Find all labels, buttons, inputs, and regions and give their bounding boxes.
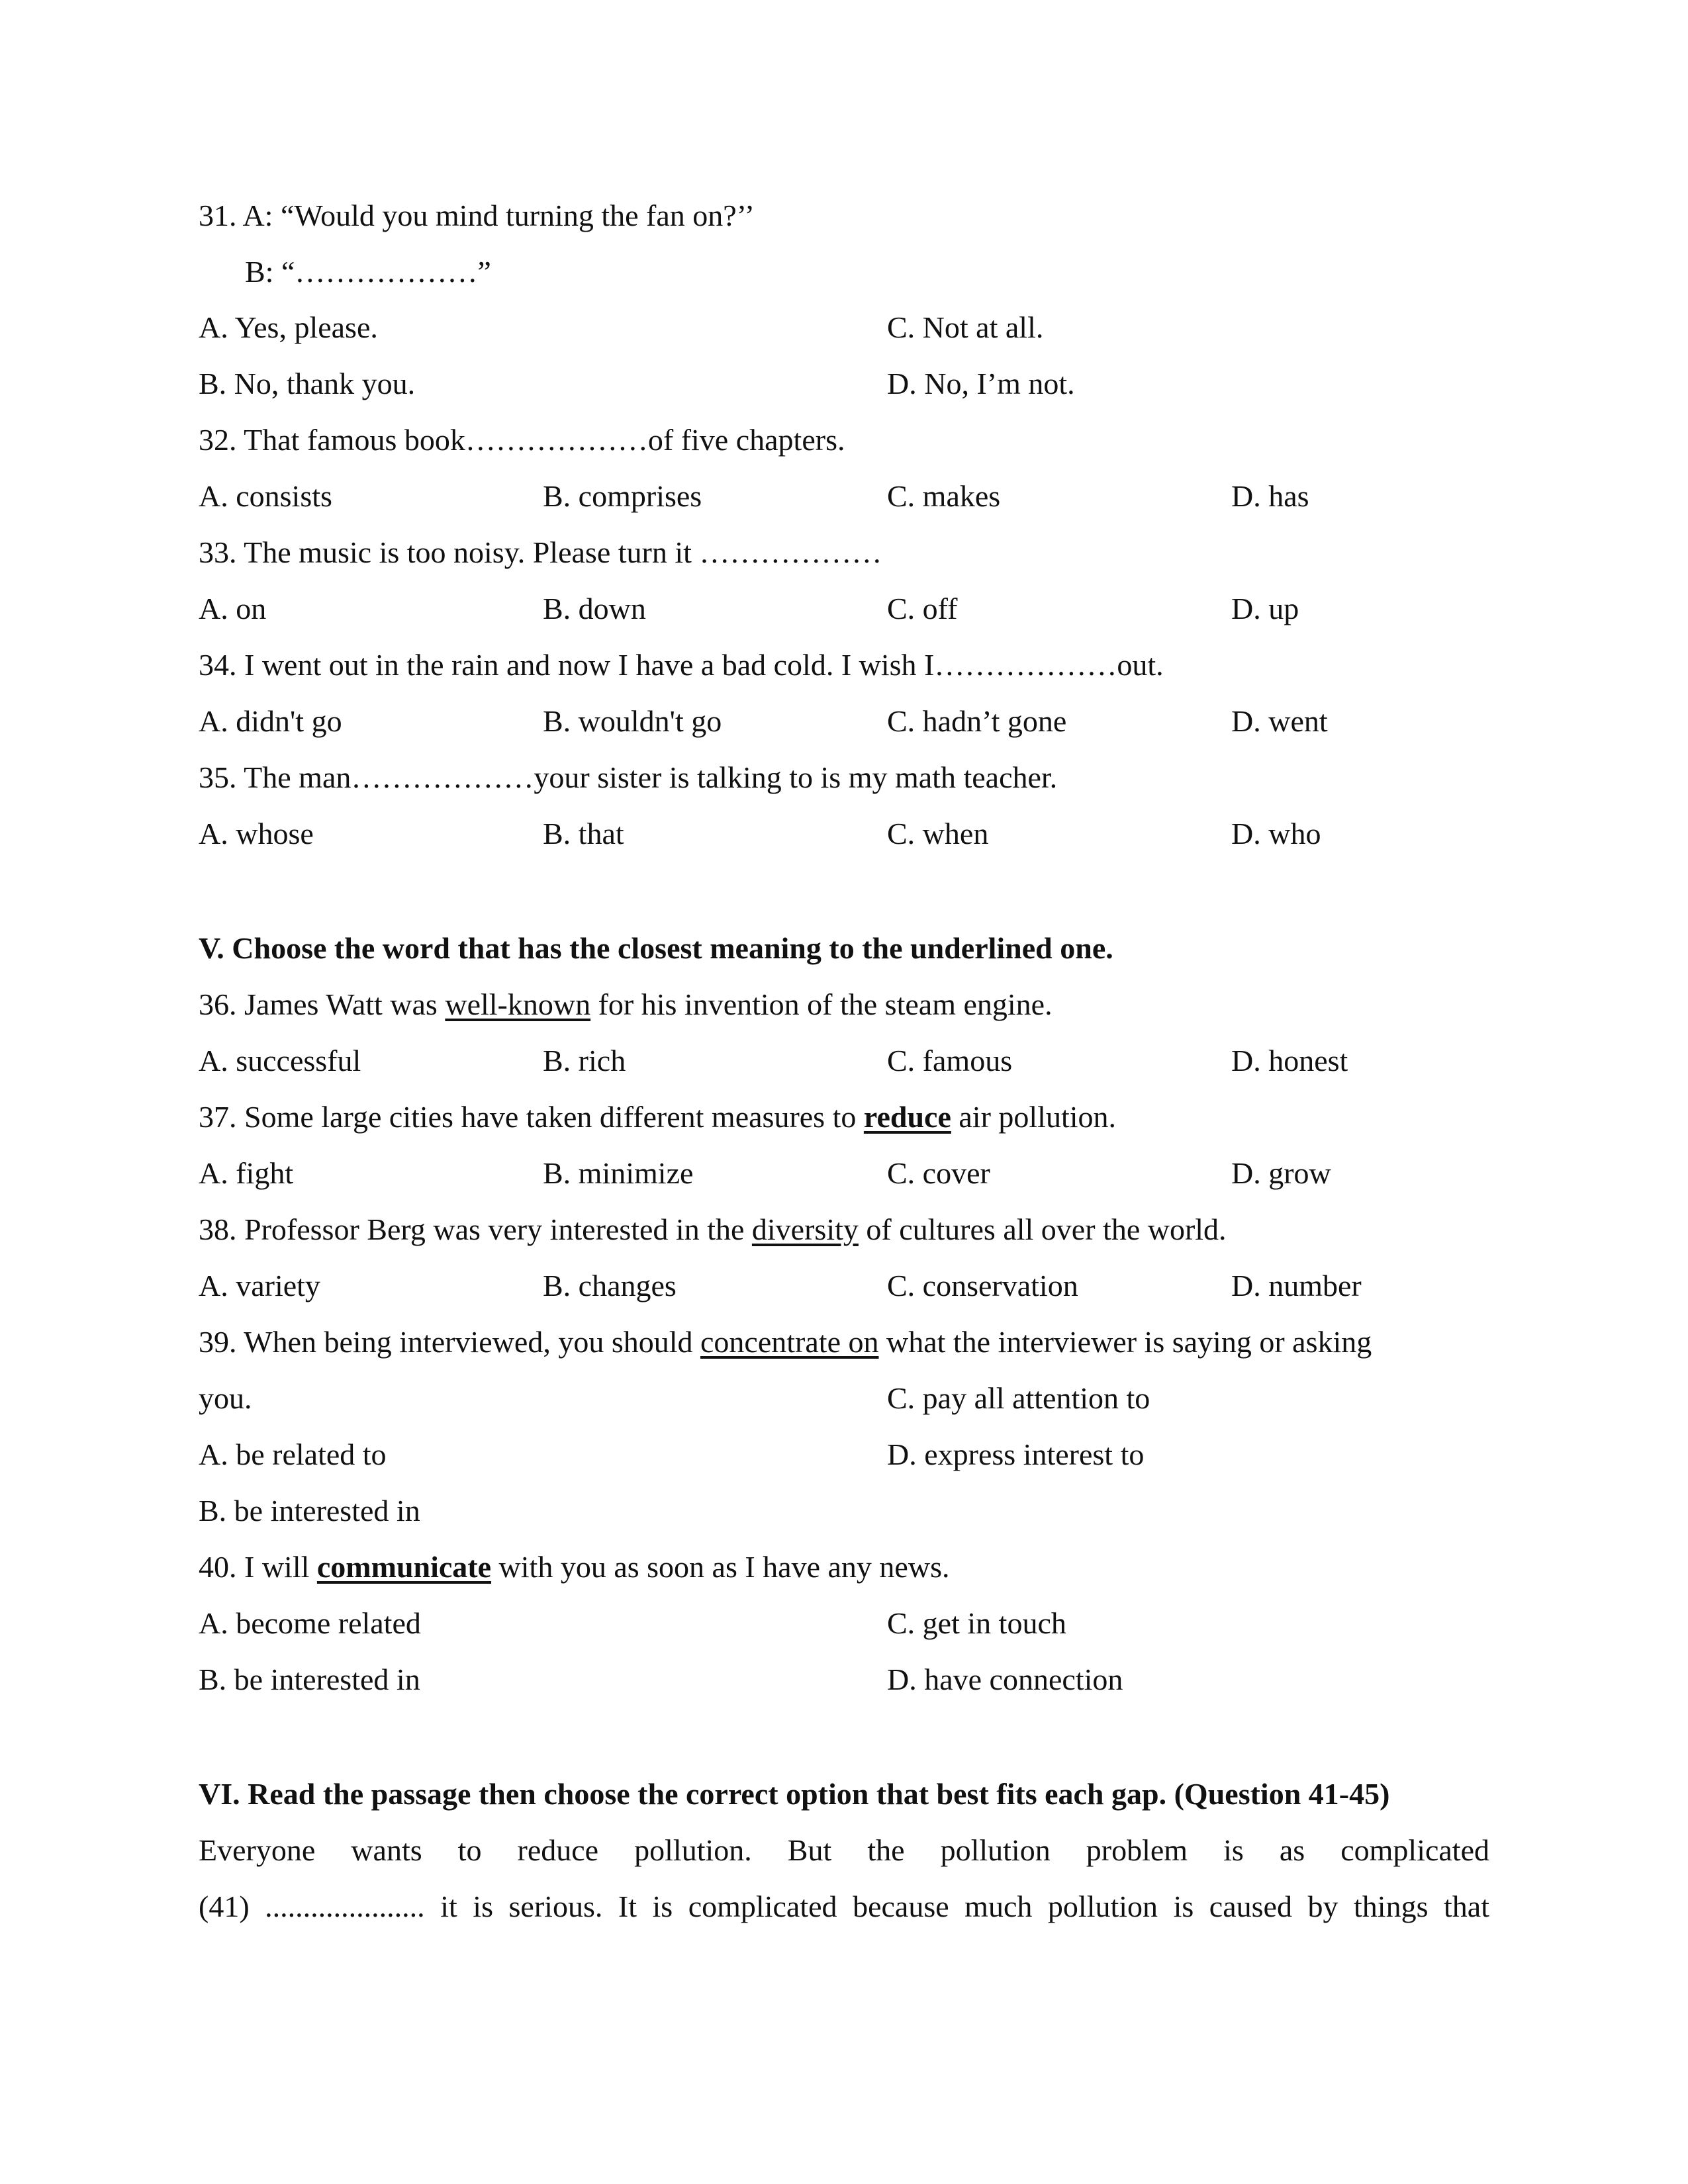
answer-blank: ……………… bbox=[465, 423, 648, 457]
question-36-options bbox=[199, 1042, 1489, 1079]
underlined-word: reduce bbox=[863, 1100, 951, 1134]
question-39-options-row2 bbox=[199, 1436, 1489, 1473]
question-31-b-line: B: “………………” bbox=[245, 255, 491, 289]
option-34-d[interactable]: D. went bbox=[1231, 704, 1328, 738]
question-34-stem: 34. I went out in the rain and now I have a bad cold. I wish I………………out. bbox=[199, 648, 1164, 682]
question-34-options bbox=[199, 703, 1489, 740]
passage-line-2: (41) ..................... it is serious. It is complicated because much pollution is caused by things that bbox=[199, 1889, 1489, 1923]
option-35-c[interactable]: C. when bbox=[887, 817, 989, 850]
option-37-c[interactable]: C. cover bbox=[887, 1156, 990, 1190]
option-36-b[interactable]: B. rich bbox=[543, 1044, 626, 1077]
option-33-c[interactable]: C. off bbox=[887, 592, 958, 625]
underlined-word: communicate bbox=[316, 1550, 492, 1584]
question-33-stem: 33. The music is too noisy. Please turn it ……………… bbox=[199, 535, 882, 569]
question-35-stem: 35. The man………………your sister is talking to is my math teacher. bbox=[199, 760, 1058, 794]
option-39-d[interactable]: D. express interest to bbox=[887, 1437, 1145, 1471]
option-40-c[interactable]: C. get in touch bbox=[887, 1606, 1066, 1640]
option-32-a[interactable]: A. consists bbox=[199, 479, 332, 513]
question-39-options-row3 bbox=[199, 1492, 1489, 1529]
question-31-a-line: 31. A: “Would you mind turning the fan on?’’ bbox=[199, 199, 755, 232]
question-33-options bbox=[199, 590, 1489, 627]
section-5-heading: V. Choose the word that has the closest meaning to the underlined one. bbox=[199, 931, 1113, 965]
underlined-word: well-known bbox=[445, 987, 591, 1021]
option-40-b[interactable]: B. be interested in bbox=[199, 1662, 420, 1696]
option-39-c[interactable]: C. pay all attention to bbox=[887, 1381, 1150, 1415]
option-35-a[interactable]: A. whose bbox=[199, 817, 314, 850]
option-36-c[interactable]: C. famous bbox=[887, 1044, 1013, 1077]
option-37-a[interactable]: A. fight bbox=[199, 1156, 294, 1190]
option-31-d[interactable]: D. No, I’m not. bbox=[887, 367, 1075, 400]
option-38-c[interactable]: C. conservation bbox=[887, 1269, 1078, 1302]
question-32-options bbox=[199, 478, 1489, 515]
option-36-d[interactable]: D. honest bbox=[1231, 1044, 1348, 1077]
question-35-options bbox=[199, 815, 1489, 852]
option-37-b[interactable]: B. minimize bbox=[543, 1156, 694, 1190]
option-38-d[interactable]: D. number bbox=[1231, 1269, 1362, 1302]
option-33-d[interactable]: D. up bbox=[1231, 592, 1299, 625]
option-33-b[interactable]: B. down bbox=[543, 592, 646, 625]
underlined-word: diversity bbox=[751, 1212, 859, 1246]
question-37-options bbox=[199, 1155, 1489, 1192]
section-6-heading: VI. Read the passage then choose the correct option that best fits each gap. (Question 41-45) bbox=[199, 1777, 1390, 1811]
question-31-options-row2 bbox=[199, 365, 1489, 402]
question-40-options-row1 bbox=[199, 1605, 1489, 1642]
question-37-stem: 37. Some large cities have taken different measures to reduce air pollution. bbox=[199, 1100, 1117, 1134]
option-36-a[interactable]: A. successful bbox=[199, 1044, 361, 1077]
option-34-a[interactable]: A. didn't go bbox=[199, 704, 342, 738]
option-39-b[interactable]: B. be interested in bbox=[199, 1494, 420, 1527]
option-31-c[interactable]: C. Not at all. bbox=[887, 310, 1044, 344]
option-38-b[interactable]: B. changes bbox=[543, 1269, 677, 1302]
question-40-stem: 40. I will communicate with you as soon as I have any news. bbox=[199, 1550, 950, 1584]
question-31-options-row1 bbox=[199, 309, 1489, 346]
question-40-options-row2 bbox=[199, 1661, 1489, 1698]
question-38-options bbox=[199, 1267, 1489, 1304]
passage-line-1: Everyone wants to reduce pollution. But the pollution problem is as complicated bbox=[199, 1833, 1489, 1867]
option-39-a[interactable]: A. be related to bbox=[199, 1437, 387, 1471]
underlined-word: concentrate on bbox=[700, 1325, 879, 1359]
question-32-stem: 32. That famous book………………of five chapters. bbox=[199, 423, 845, 457]
option-31-a[interactable]: A. Yes, please. bbox=[199, 310, 378, 344]
question-39-continuation-row bbox=[199, 1380, 1489, 1417]
option-32-c[interactable]: C. makes bbox=[887, 479, 1001, 513]
option-31-b[interactable]: B. No, thank you. bbox=[199, 367, 416, 400]
option-35-b[interactable]: B. that bbox=[543, 817, 624, 850]
question-39-stem: 39. When being interviewed, you should concentrate on what the interviewer is saying or asking bbox=[199, 1325, 1372, 1359]
option-32-b[interactable]: B. comprises bbox=[543, 479, 702, 513]
question-36-stem: 36. James Watt was well-known for his invention of the steam engine. bbox=[199, 987, 1053, 1021]
option-40-a[interactable]: A. become related bbox=[199, 1606, 421, 1640]
option-40-d[interactable]: D. have connection bbox=[887, 1662, 1123, 1696]
question-31-stem bbox=[199, 197, 1489, 234]
option-33-a[interactable]: A. on bbox=[199, 592, 267, 625]
question-39-continuation: you. bbox=[199, 1381, 252, 1415]
option-38-a[interactable]: A. variety bbox=[199, 1269, 320, 1302]
option-34-c[interactable]: C. hadn’t gone bbox=[887, 704, 1067, 738]
question-38-stem: 38. Professor Berg was very interested in the diversity of cultures all over the world. bbox=[199, 1212, 1227, 1246]
option-34-b[interactable]: B. wouldn't go bbox=[543, 704, 722, 738]
option-37-d[interactable]: D. grow bbox=[1231, 1156, 1331, 1190]
option-32-d[interactable]: D. has bbox=[1231, 479, 1309, 513]
option-35-d[interactable]: D. who bbox=[1231, 817, 1321, 850]
